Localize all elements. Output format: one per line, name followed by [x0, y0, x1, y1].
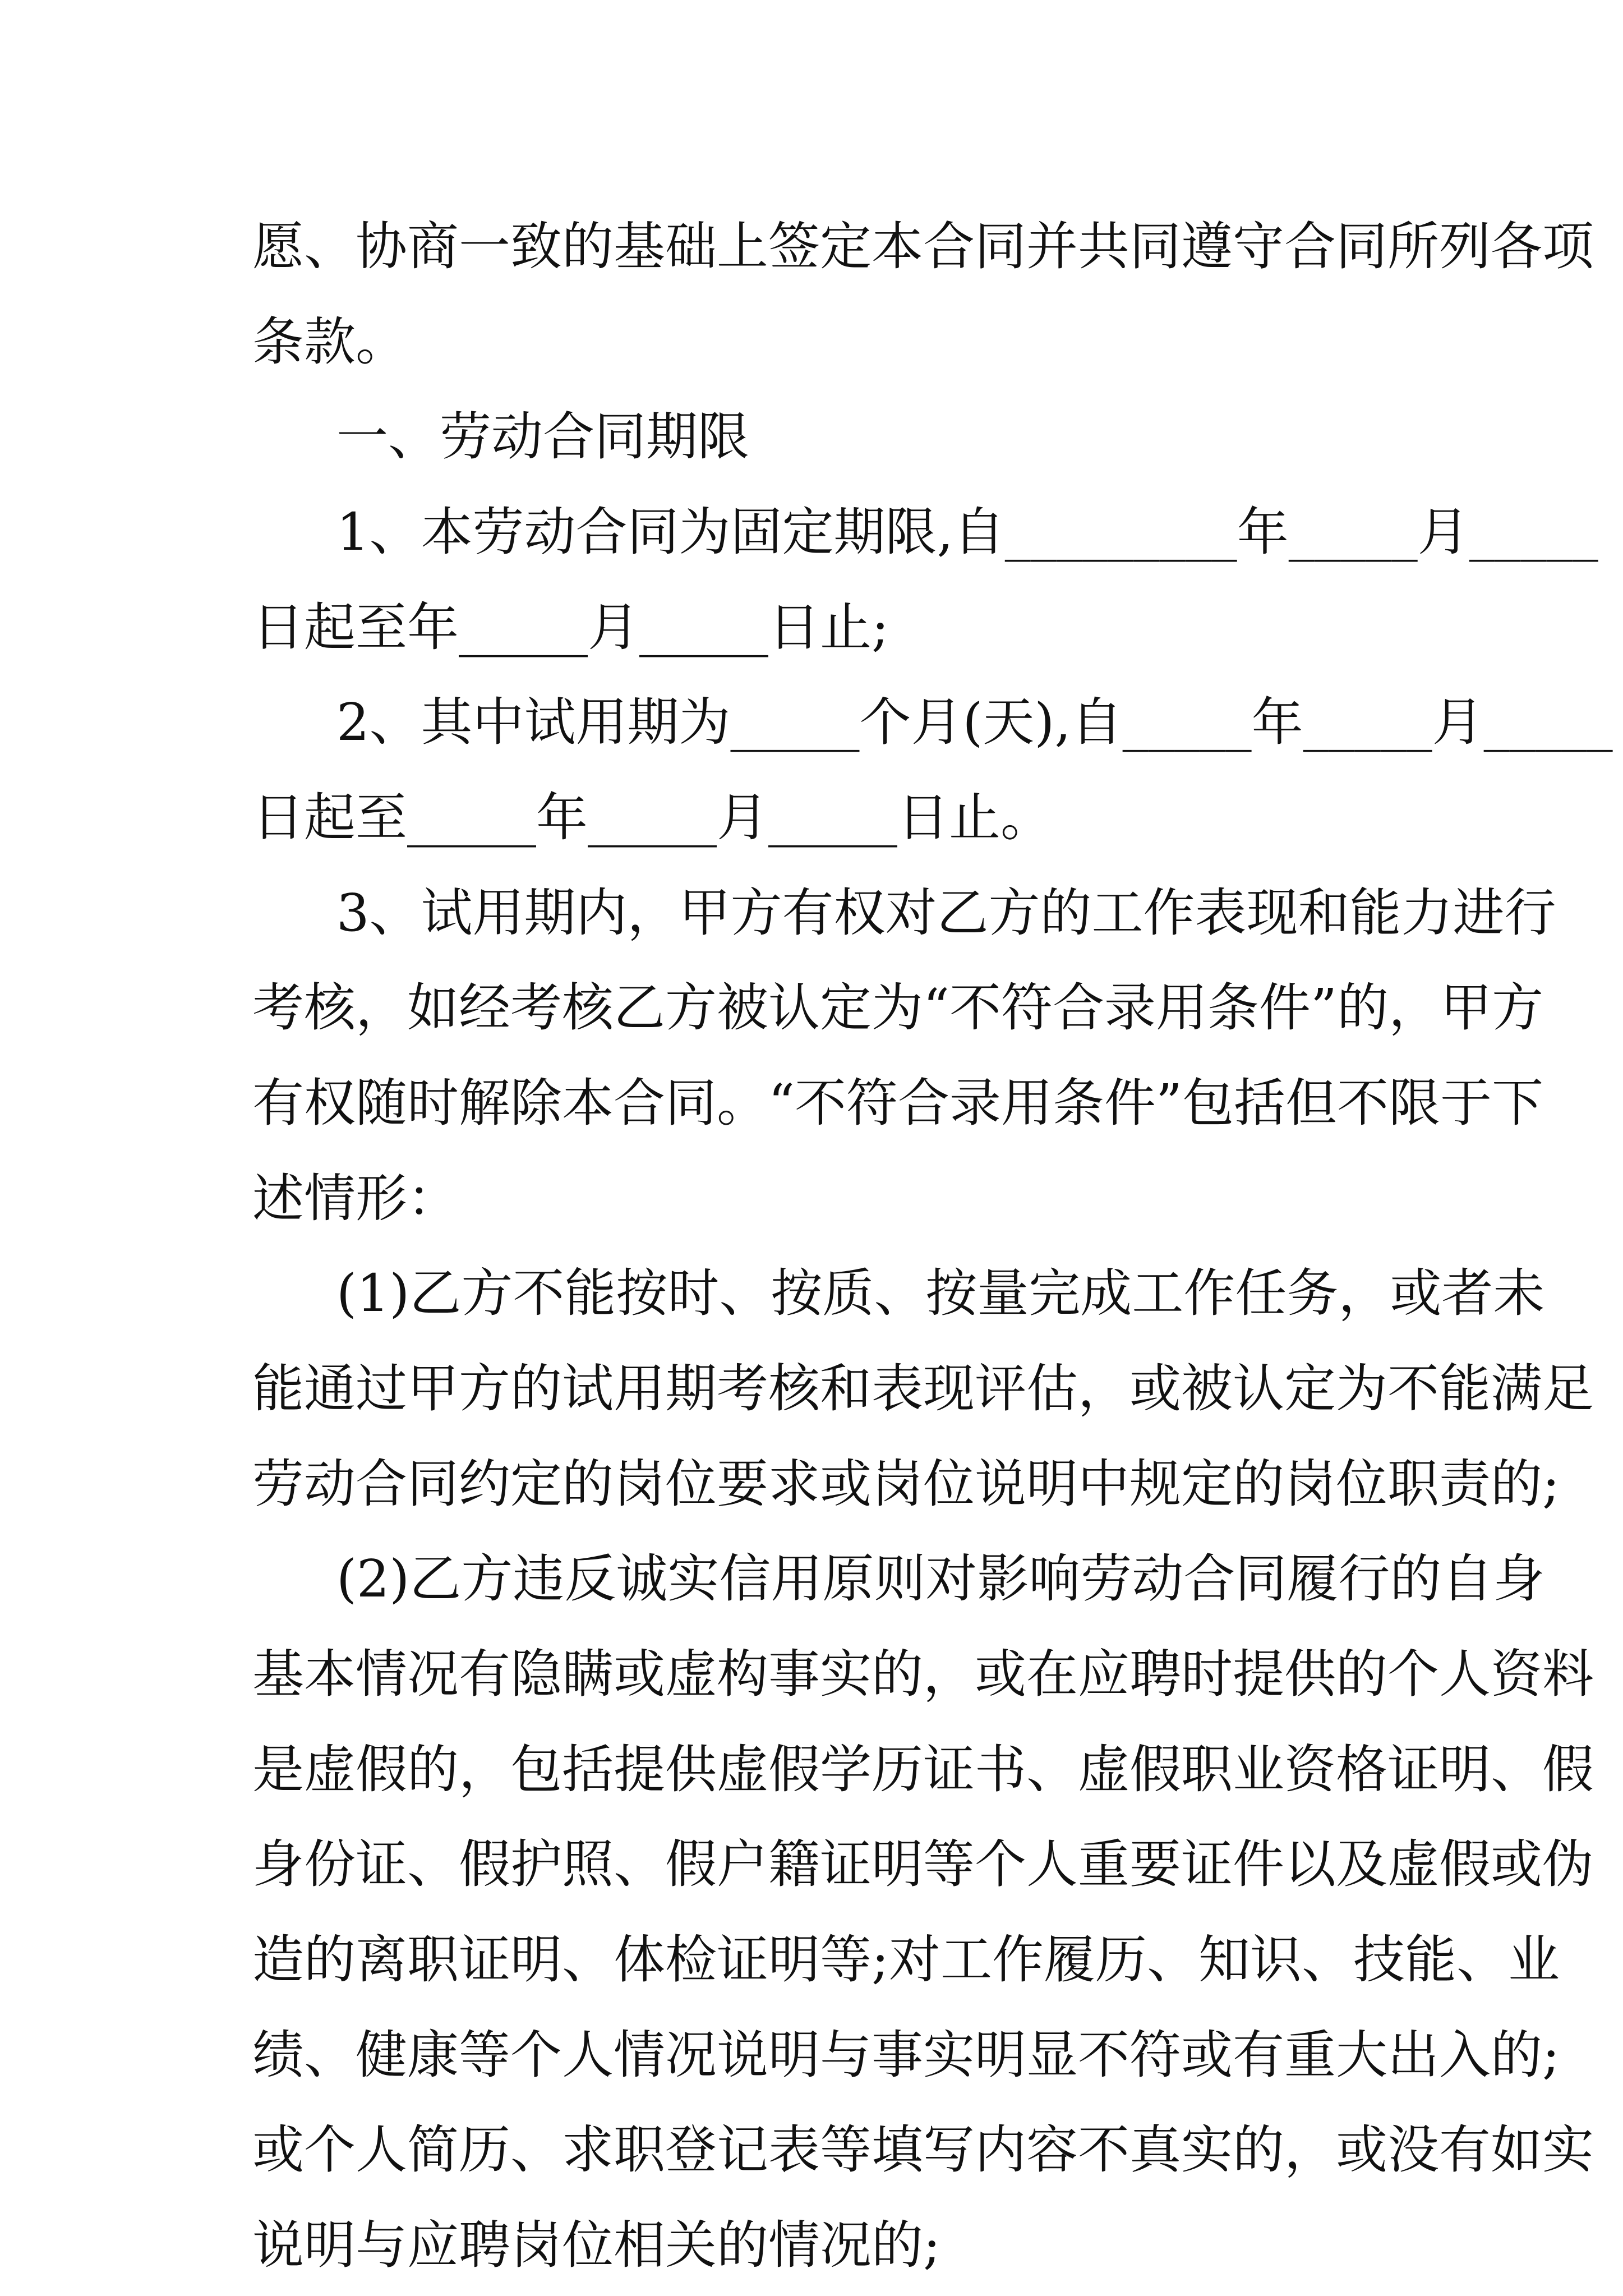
paragraph-line: 考核，如经考核乙方被认定为“不符合录用条件”的，甲方 [252, 978, 1544, 1038]
paragraph-line: 1、本劳动合同为固定期限,自_________年_____月_____ [336, 502, 1598, 562]
paragraph-line: 或个人简历、求职登记表等填写内容不真实的，或没有如实 [252, 2120, 1594, 2180]
paragraph-line: 条款。 [252, 312, 408, 372]
paragraph-line: 能通过甲方的试用期考核和表现评估，或被认定为不能满足 [252, 1359, 1594, 1419]
paragraph-line: 2、其中试用期为_____个月(天),自_____年_____月_____ [336, 692, 1613, 752]
paragraph-line: 造的离职证明、体检证明等;对工作履历、知识、技能、业 [252, 1930, 1560, 1990]
paragraph-line: 绩、健康等个人情况说明与事实明显不符或有重大出入的; [252, 2025, 1560, 2085]
paragraph-line: 日起至_____年_____月_____日止。 [252, 788, 1053, 848]
paragraph-line: 3、试用期内，甲方有权对乙方的工作表现和能力进行 [336, 883, 1556, 943]
paragraph-line: 基本情况有隐瞒或虚构事实的，或在应聘时提供的个人资料 [252, 1644, 1594, 1704]
section-heading: 一、劳动合同期限 [336, 407, 750, 467]
paragraph-line: 愿、协商一致的基础上签定本合同并共同遵守合同所列各项 [252, 217, 1594, 277]
paragraph-line: 日起至年_____月_____日止; [252, 597, 889, 657]
paragraph-line: (2)乙方违反诚实信用原则对影响劳动合同履行的自身 [336, 1549, 1545, 1609]
paragraph-line: 述情形： [252, 1168, 459, 1228]
paragraph-line: 说明与应聘岗位相关的情况的; [252, 2215, 940, 2275]
paragraph-line: 劳动合同约定的岗位要求或岗位说明中规定的岗位职责的; [252, 1454, 1560, 1514]
paragraph-line: 有权随时解除本合同。“不符合录用条件”包括但不限于下 [252, 1073, 1544, 1133]
paragraph-line: (1)乙方不能按时、按质、按量完成工作任务，或者未 [336, 1263, 1545, 1323]
paragraph-line: 身份证、假护照、假户籍证明等个人重要证件以及虚假或伪 [252, 1834, 1594, 1894]
paragraph-line: 是虚假的，包括提供虚假学历证书、虚假职业资格证明、假 [252, 1740, 1594, 1800]
